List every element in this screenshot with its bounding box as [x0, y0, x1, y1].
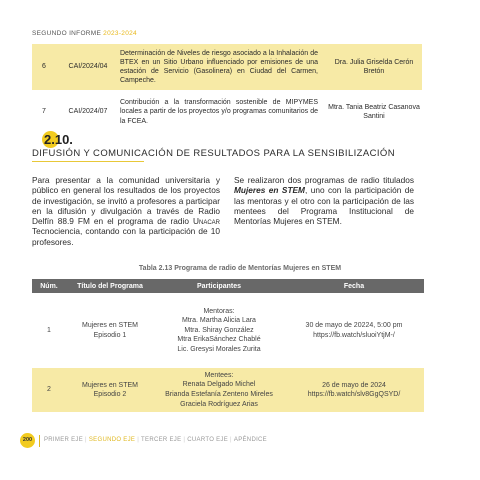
row-number: 1 [47, 326, 51, 334]
table-header-row [32, 279, 424, 293]
unacar-smallcaps: Unacar [193, 216, 220, 227]
nav-separator: | [137, 437, 140, 443]
project-code: CAI/2024/04 [68, 63, 108, 71]
footer-nav [44, 437, 269, 443]
program-title [66, 368, 154, 412]
project-description: Determinación de Niveles de riesgo asociado a la Inhalación de BTEX en un Sitio Urbano influenciado por emisiones de una estación de Servicio (Gasolinera) en Ciudad del Carmen, Campeche. [120, 49, 318, 85]
table-caption: Tabla 2.13 Programa de radio de Mentorías Mujeres en STEM [138, 265, 342, 272]
participant-line: Brianda Estefanía Zenteno Mireles [165, 391, 273, 398]
header-prefix: SEGUNDO INFORME [32, 30, 102, 37]
projects-table [32, 44, 422, 134]
nav-item-apendice[interactable]: APÉNDICE [233, 437, 267, 443]
table-row [32, 368, 424, 412]
row-number: 6 [42, 63, 46, 71]
participant-line: Mentees: [204, 371, 234, 379]
section-underline [32, 161, 144, 162]
participant-line: Lic. Gresysi Morales Zurita [177, 345, 261, 353]
nav-item-tercer-eje[interactable]: TERCER EJE [141, 437, 182, 443]
header-date: Fecha [343, 282, 365, 290]
table-row [32, 44, 422, 90]
participant-line: Mtra ErikaSánchez Chablé [177, 336, 261, 344]
text-run: Tecnociencia, contando con la participación de 10 profesores. [32, 226, 220, 247]
table-row [32, 293, 424, 368]
header-participants: Participantes [197, 282, 241, 290]
program-episode: Episodio 2 [93, 391, 127, 398]
nav-separator: | [230, 437, 232, 443]
header-title: Título del Programa [77, 282, 143, 290]
participant-line: Mtra. Shiray González [184, 326, 254, 334]
project-description: Contribución a la transformación sostenible de MIPYMES locales a partir de los proyectos y/o programas comunitarios de la FCEA. [120, 99, 318, 125]
participant-line: Mentoras: [203, 307, 235, 315]
footer-divider [39, 435, 40, 447]
nav-item-primer-eje[interactable]: PRIMER EJE [44, 437, 84, 443]
project-responsible: Mtra. Tania Beatriz Casanova Santini [328, 103, 420, 120]
section-number: 2.10. [44, 132, 73, 147]
running-header [32, 30, 137, 37]
program-title-emphasis: Mujeres en STEM [234, 185, 305, 196]
program-date-cell [284, 368, 424, 412]
header-years: 2023-2024 [103, 30, 137, 37]
program-episode: Episodio 1 [93, 331, 127, 339]
text-run: Se realizaron dos programas de radio titulados [234, 175, 414, 185]
program-link[interactable]: https://fb.watch/slv8GgQSYD/ [307, 391, 401, 398]
text-run: Para presentar a la comunidad universitaria y público en general los resultados de los proyectos de investigación, se invitó a profesores a participar en la difusión y divulgación a través de Radio Delfín 88.9 FM en el programa de radio [32, 175, 220, 227]
nav-separator: | [85, 437, 87, 443]
row-number: 7 [42, 108, 46, 116]
nav-separator: | [183, 437, 186, 443]
program-date: 26 de mayo de 2024 [322, 381, 386, 389]
nav-item-segundo-eje[interactable]: SEGUNDO EJE [88, 437, 136, 443]
body-paragraph-right [234, 175, 414, 226]
participant-line: Renata Delgado Michel [182, 381, 256, 389]
radio-program-table [32, 279, 424, 412]
program-name: Mujeres en STEM [81, 322, 139, 330]
text-run: , uno con la participación de las mentoras y el otro con la participación de las mentees del Programa Institucional de Mentorías Mujeres en STEM. [234, 185, 414, 227]
program-title [66, 293, 154, 368]
participants-list [154, 368, 284, 412]
program-date-cell [284, 293, 424, 368]
participants-list [154, 293, 284, 368]
project-responsible: Dra. Julia Griselda Cerón Bretón [334, 58, 414, 75]
program-link[interactable]: https://fb.watch/sluoiYtjM-/ [313, 331, 395, 339]
row-number: 2 [47, 386, 51, 394]
section-title: DIFUSIÓN Y COMUNICACIÓN DE RESULTADOS PARA LA SENSIBILIZACIÓN [32, 148, 395, 159]
program-name: Mujeres en STEM [81, 381, 139, 389]
header-num: Núm. [40, 282, 58, 290]
page-number: 200 [20, 433, 35, 448]
participant-line: Graciela Rodríguez Arias [180, 400, 258, 408]
program-date: 30 de mayo de 20224, 5:00 pm [305, 322, 403, 330]
participant-line: Mtra. Martha Alicia Lara [182, 317, 256, 325]
table-row [32, 90, 422, 134]
body-paragraph-left [32, 175, 220, 247]
project-code: CAI/2024/07 [68, 108, 108, 116]
nav-item-cuarto-eje[interactable]: CUARTO EJE [187, 437, 229, 443]
